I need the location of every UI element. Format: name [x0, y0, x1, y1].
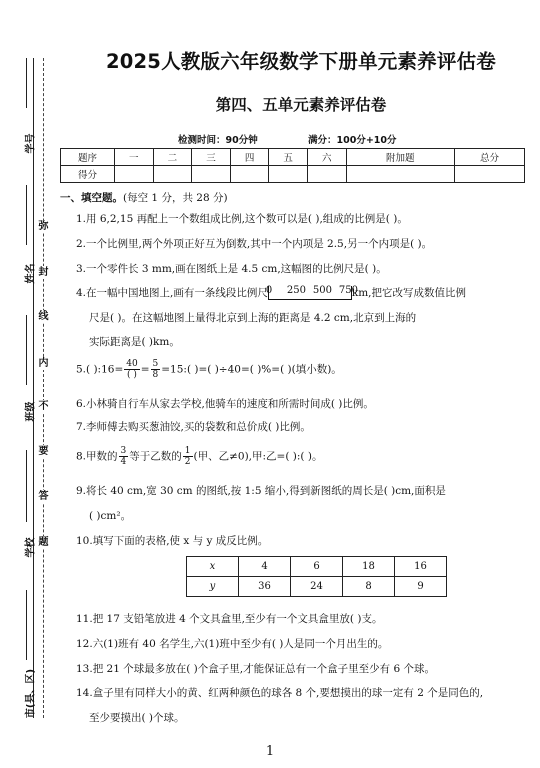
page-number: 1 — [265, 744, 275, 759]
fraction — [151, 359, 161, 380]
question-4-line-3: 实际距离是( )km。 — [89, 336, 180, 348]
question-8-text: 等于乙数的 — [129, 450, 182, 463]
question-4-line-2: 尺是( )。在这幅地图上量得北京到上海的距离是 4.2 cm,北京到上海的 — [89, 312, 417, 324]
question-5 — [76, 359, 342, 380]
fraction-denominator: 8 — [152, 370, 159, 380]
question-9-line-2: ( )cm²。 — [89, 510, 132, 522]
question-8-text: 8.甲数的 — [76, 450, 118, 463]
seal-char: 封 — [38, 267, 49, 278]
seal-char: 线 — [38, 311, 49, 322]
score-input-cell[interactable] — [192, 166, 231, 183]
equals-sign: = — [140, 363, 150, 376]
question-4 — [76, 285, 466, 300]
question-12: 12.六(1)班有 40 名学生,六(1)班中至少有( )人是同一个月出生的。 — [76, 638, 389, 650]
table-cell: 24 — [291, 577, 343, 597]
fraction-numerator: 3 — [120, 446, 127, 456]
table-cell: x — [187, 557, 239, 577]
fraction — [124, 359, 139, 380]
class-label: 班级 — [25, 401, 37, 422]
question-4-text: 4.在一幅中国地图上,画有一条线段比例尺 — [76, 287, 268, 299]
question-14: 14.盒子里有同样大小的黄、红两种颜色的球各 8 个,要想摸出的球一定有 2 个是同色的, — [76, 687, 484, 699]
name-label: 姓名 — [25, 263, 37, 284]
seal-char: 答 — [38, 491, 49, 502]
score-table-cell: 一 — [115, 149, 154, 166]
fraction-denominator: ( ) — [127, 370, 137, 380]
proportion-table — [186, 556, 447, 597]
fraction — [119, 446, 129, 467]
full-score: 满分：100分+10分 — [308, 135, 397, 146]
table-cell: y — [187, 577, 239, 597]
binding-margin — [0, 0, 62, 768]
seal-char: 弥 — [38, 221, 49, 232]
question-8 — [76, 446, 322, 467]
table-row — [187, 577, 447, 597]
exam-time: 检测时间：90分钟 — [178, 135, 258, 146]
scale-tick-label: 250 — [286, 285, 306, 296]
table-cell: 18 — [343, 557, 395, 577]
question-4-text: km,把它改写成数值比例 — [351, 287, 467, 299]
margin-dashed-line — [43, 58, 44, 718]
table-row — [187, 557, 447, 577]
fraction-numerator: 5 — [152, 359, 159, 369]
score-table-header-row — [61, 149, 525, 166]
scale-tick-label: 500 — [312, 285, 332, 296]
school-line — [26, 450, 27, 522]
table-cell: 4 — [239, 557, 291, 577]
fraction-denominator: 2 — [184, 457, 191, 467]
question-2: 2.一个比例里,两个外项正好互为倒数,其中一个内项是 2.5,另一个内项是( )。 — [76, 238, 433, 250]
name-line — [26, 185, 27, 245]
table-cell: 9 — [395, 577, 447, 597]
seal-char: 要 — [38, 446, 49, 457]
section-title: 一、填空题。 — [60, 192, 123, 204]
seal-char: 不 — [38, 401, 49, 412]
fraction-numerator: 1 — [184, 446, 191, 456]
table-cell: 8 — [343, 577, 395, 597]
score-table-cell: 四 — [230, 149, 269, 166]
table-cell: 6 — [291, 557, 343, 577]
fraction-numerator: 40 — [126, 359, 138, 369]
score-table-cell: 五 — [269, 149, 308, 166]
question-11: 11.把 17 支铅笔放进 4 个文具盒里,至少有一个文具盒里放( )支。 — [76, 613, 383, 625]
section-note: (每空 1 分，共 28 分) — [123, 192, 228, 204]
question-7: 7.李师傅去购买葱油饺,买的袋数和总价成( )比例。 — [76, 421, 311, 433]
question-8-text: (甲、乙≠0),甲:乙=( ):( )。 — [193, 450, 323, 463]
score-input-cell[interactable] — [153, 166, 192, 183]
table-cell: 36 — [239, 577, 291, 597]
sub-title: 第四、五单元素养评估卷 — [215, 96, 387, 114]
section-heading — [60, 190, 228, 205]
city-label: 市(县、区) — [25, 668, 37, 719]
score-table-cell: 总分 — [455, 149, 525, 166]
school-label: 学校 — [25, 537, 37, 558]
scale-tick-label: 750 — [338, 285, 358, 296]
score-table-cell: 六 — [307, 149, 346, 166]
score-input-cell[interactable] — [230, 166, 269, 183]
question-10: 10.填写下面的表格,使 x 与 y 成反比例。 — [76, 535, 269, 547]
score-input-cell[interactable] — [346, 166, 454, 183]
question-5-text: 5.( ):16= — [76, 363, 124, 376]
seal-char: 题 — [38, 537, 49, 548]
question-3: 3.一个零件长 3 mm,画在图纸上是 4.5 cm,这幅图的比例尺是( )。 — [76, 263, 387, 275]
class-line — [26, 315, 27, 385]
score-table-cell: 二 — [153, 149, 192, 166]
student-id-line — [26, 58, 27, 108]
score-table-cell: 题序 — [61, 149, 115, 166]
fraction — [183, 446, 193, 467]
score-input-cell[interactable] — [307, 166, 346, 183]
question-9: 9.将长 40 cm,宽 30 cm 的图纸,按 1:5 缩小,得到新图纸的周长是( )cm,面积是 — [76, 485, 446, 497]
scale-tick-label: 0 — [265, 285, 273, 296]
student-id-label: 学号 — [25, 133, 37, 154]
score-input-cell[interactable] — [455, 166, 525, 183]
score-input-cell[interactable] — [269, 166, 308, 183]
scale-bar — [265, 285, 358, 300]
city-line — [26, 590, 27, 660]
question-6: 6.小林骑自行车从家去学校,他骑车的速度和所需时间成( )比例。 — [76, 398, 374, 410]
table-cell: 16 — [395, 557, 447, 577]
score-table — [60, 148, 525, 183]
question-5-text: =15:( )=( )÷40=( )%=( )(填小数)。 — [161, 363, 342, 376]
seal-char: 内 — [38, 358, 49, 369]
question-13: 13.把 21 个球最多放在( )个盒子里,才能保证总有一个盒子里至少有 6 个球。 — [76, 663, 435, 675]
main-title: 2025人教版六年级数学下册单元素养评估卷 — [106, 50, 496, 73]
score-table-score-row — [61, 166, 525, 183]
fraction-denominator: 4 — [120, 457, 127, 467]
score-table-cell: 得分 — [61, 166, 115, 183]
question-1: 1.用 6,2,15 再配上一个数组成比例,这个数可以是( ),组成的比例是( )。 — [76, 213, 408, 225]
score-table-cell: 附加题 — [346, 149, 454, 166]
score-table-cell: 三 — [192, 149, 231, 166]
score-input-cell[interactable] — [115, 166, 154, 183]
question-14-line-2: 至少要摸出( )个球。 — [89, 712, 185, 724]
